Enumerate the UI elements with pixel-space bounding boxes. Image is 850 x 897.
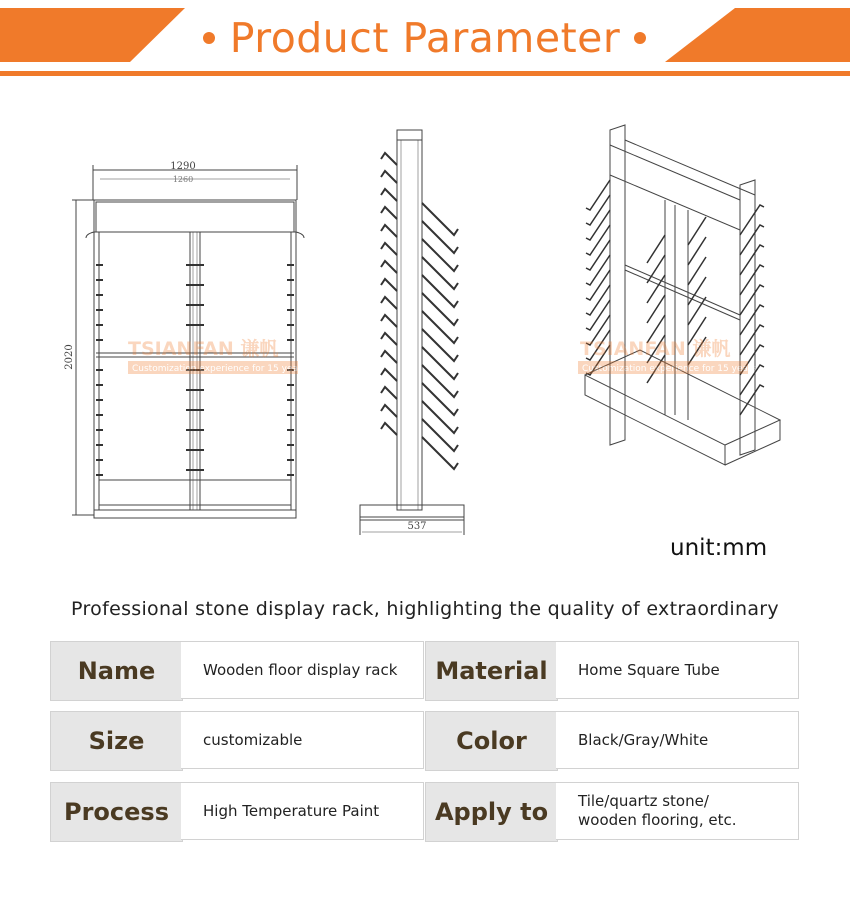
param-label: Process [50,782,183,842]
height-dimension-label: 2020 [64,344,75,370]
side-view-arms-left [381,153,397,435]
inner-dimension-label: 1260 [172,175,194,184]
base-dimension-label: 537 [407,521,427,532]
param-value: Wooden floor display rack [181,641,424,699]
width-dimension-label: 1290 [170,161,196,172]
watermark-brand: TSIANFAN 谦帆 [580,338,731,360]
iso-view-drawing [585,125,780,465]
header-dot-right [634,32,646,44]
param-value: Black/Gray/White [556,711,799,769]
watermark-right [578,337,757,374]
param-row [50,711,800,771]
param-label: Apply to [425,782,558,842]
watermark-slogan: Customization experience for 15 years [132,364,307,374]
param-value: High Temperature Paint [181,782,424,840]
param-row [50,641,800,701]
watermark-left [128,337,307,374]
param-value: Home Square Tube [556,641,799,699]
side-view-arms-right [422,203,458,469]
unit-label: unit:mm [670,535,768,561]
watermark-brand: TSIANFAN 谦帆 [128,338,279,360]
page-header [0,0,850,80]
side-view-drawing [360,130,464,535]
param-label: Material [425,641,558,701]
param-label: Name [50,641,183,701]
param-label: Color [425,711,558,771]
tagline: Professional stone display rack, highlighting the quality of extraordinary [71,598,779,620]
param-row [50,782,800,842]
technical-drawings [0,95,850,575]
watermark-slogan: Customization experience for 15 years [582,364,757,374]
param-value: customizable [181,711,424,769]
param-label: Size [50,711,183,771]
page-title: Product Parameter [229,14,621,62]
param-value: Tile/quartz stone/ wooden flooring, etc. [556,782,799,840]
drawings-svg [0,95,850,575]
